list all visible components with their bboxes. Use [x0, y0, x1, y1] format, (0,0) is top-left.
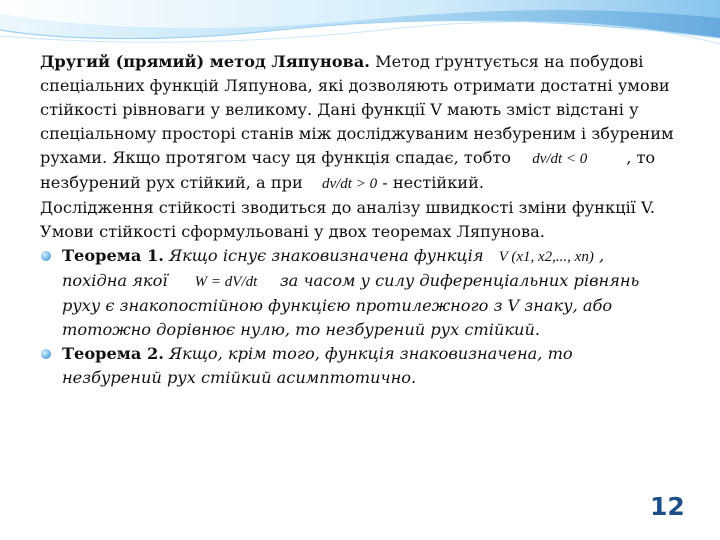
formula-lyapunov-function: V (x1, x2,..., xn)	[498, 249, 594, 265]
intro-line-3: стійкості рівноваги у великому. Дані функції V мають зміст відстані у	[40, 100, 639, 119]
intro-line-1: Метод ґрунтується на побудові	[369, 52, 644, 71]
analysis-paragraph	[40, 196, 680, 244]
intro-line-4: спеціальному просторі станів між досліджуваним незбуреним і збуреним	[40, 124, 674, 143]
bullet-icon	[41, 349, 51, 359]
page-number: 12	[650, 492, 685, 521]
theorem-2-text-b: незбурений рух стійкий асимптотично.	[62, 368, 417, 387]
theorem-2-text-a: Якщо, крім того, функція знаковизначена, то	[163, 344, 573, 363]
analysis-line-2: Умови стійкості сформульовані у двох теоремах Ляпунова.	[40, 222, 545, 241]
theorem-1-text-e: тотожно дорівнює нулю, то незбурений рух стійкий.	[62, 320, 541, 339]
intro-paragraph	[40, 50, 680, 196]
intro-line-6-end: - нестійкий.	[377, 173, 485, 192]
theorem-1-text-a: Якщо існує знаковизначена функція	[163, 246, 484, 265]
analysis-line-1: Дослідження стійкості зводиться до аналізу швидкості зміни функції V.	[40, 198, 656, 217]
formula-decrease: dv/dt < 0	[532, 151, 588, 167]
intro-line-5: рухами. Якщо протягом часу ця функція спадає, тобто	[40, 148, 512, 167]
theorem-1-label: Теорема 1.	[62, 246, 164, 265]
theorem-1-comma: ,	[593, 246, 605, 265]
formula-derivative: W = dV/dt	[194, 274, 258, 290]
theorem-1-text-d: руху є знакопостійною функцією протилежного з V знаку, або	[62, 296, 613, 315]
theorem-1-text-b: похідна якої	[62, 271, 168, 290]
method-title: Другий (прямий) метод Ляпунова.	[40, 52, 370, 71]
theorem-1-text-c: за часом у силу диференціальних рівнянь	[274, 271, 640, 290]
intro-line-5-end: , то	[626, 148, 656, 167]
bullet-icon	[41, 251, 51, 261]
intro-line-6: незбурений рух стійкий, а при	[40, 173, 303, 192]
theorem-2-label: Теорема 2.	[62, 344, 164, 363]
slide-body	[40, 50, 680, 390]
formula-increase: dv/dt > 0	[321, 176, 378, 192]
theorem-2-item	[40, 342, 680, 390]
intro-line-2: спеціальних функцій Ляпунова, які дозволяють отримати достатні умови	[40, 76, 670, 95]
theorem-1-item	[40, 244, 680, 342]
